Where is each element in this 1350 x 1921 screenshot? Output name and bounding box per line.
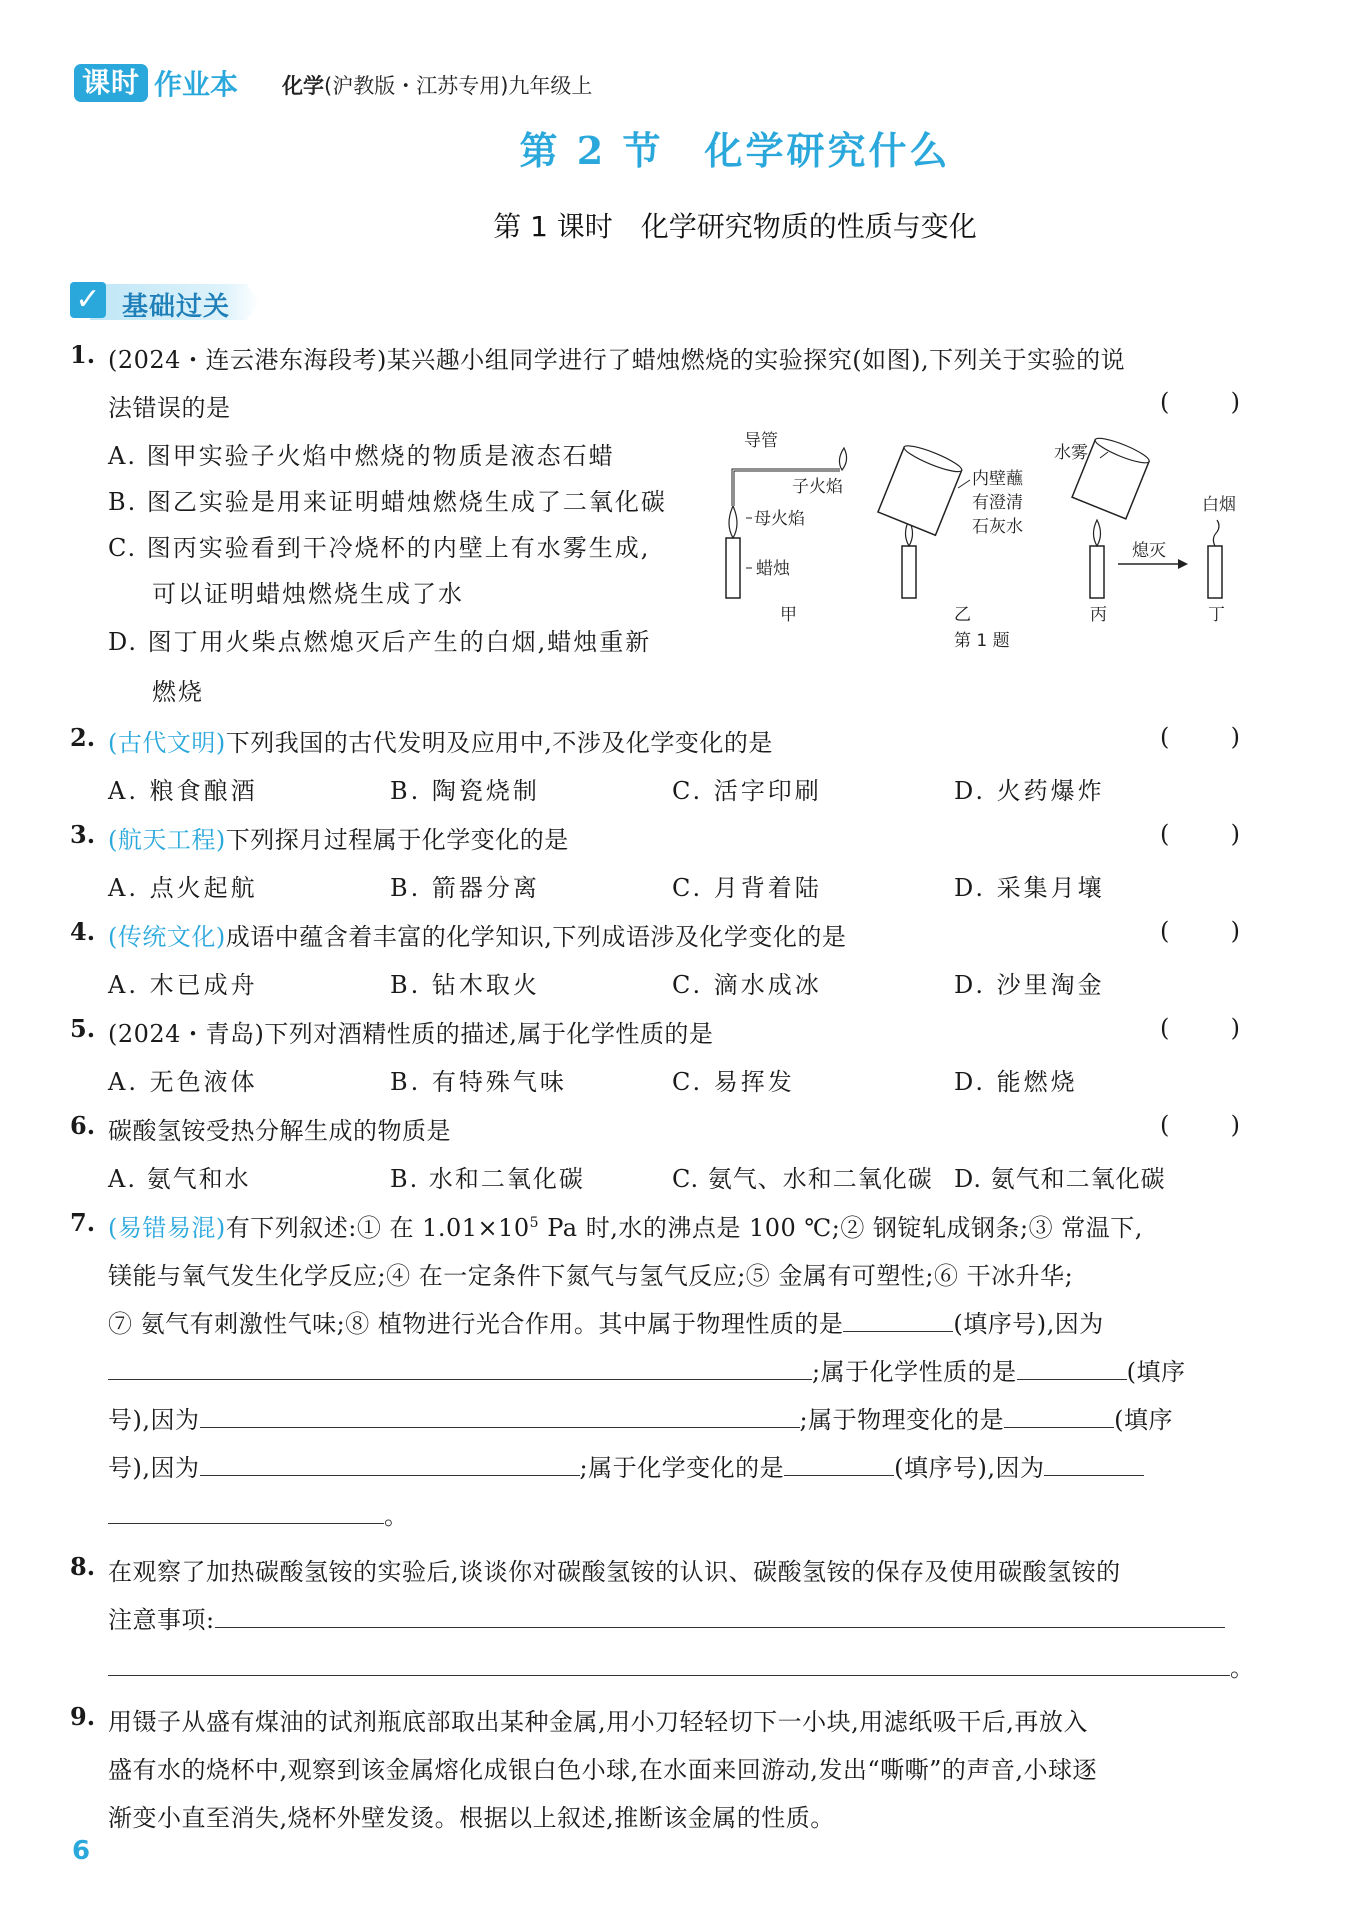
subject-line: [282, 70, 592, 100]
option-c: C. 月背着陆: [672, 874, 822, 902]
figure-svg: [700, 428, 1260, 658]
option-c: C. 图丙实验看到干冷烧杯的内壁上有水雾生成,: [108, 534, 651, 562]
checkbox-icon: ✓: [70, 282, 106, 318]
answer-blank[interactable]: [784, 1449, 894, 1476]
question-text: (2024・连云港东海段考)某兴趣小组同学进行了蜡烛燃烧的实验探究(如图),下列关于实验的说: [108, 346, 1126, 374]
option-a: A. 粮食酿酒: [108, 777, 258, 805]
question-number: 1.: [70, 340, 96, 369]
answer-blank[interactable]: [1017, 1353, 1127, 1380]
figure-ding: [1202, 495, 1236, 625]
question-text: ⑦ 氨气有刺激性气味;⑧ 植物进行光合作用。其中属于物理性质的是 (填序号),因为: [108, 1304, 1104, 1339]
question-text: 镁能与氧气发生化学反应;④ 在一定条件下氮气与氢气反应;⑤ 金属有可塑性;⑥ 干冰升华;: [108, 1262, 1074, 1290]
question-tag: (航天工程): [108, 826, 226, 854]
option-d: D. 火药爆炸: [954, 777, 1105, 805]
subject-edition: (沪教版・江苏专用)九年级上: [324, 74, 593, 98]
answer-paren[interactable]: ( ): [1160, 388, 1240, 416]
answer-blank[interactable]: [108, 1497, 384, 1524]
lesson-title: 第 1 课时 化学研究物质的性质与变化: [493, 210, 977, 243]
label-baiyan: 白烟: [1202, 495, 1236, 515]
option-d: D. 氨气和二氧化碳: [954, 1165, 1166, 1193]
answer-paren[interactable]: ( ): [1160, 917, 1240, 945]
figure-jia: [726, 431, 847, 625]
question-number: 9.: [70, 1702, 96, 1731]
candle-experiment-figure: [700, 428, 1260, 658]
option-a: A. 无色液体: [108, 1068, 258, 1096]
answer-paren[interactable]: ( ): [1160, 1111, 1240, 1139]
option-d-cont: 燃烧: [152, 678, 204, 706]
page-number: 6: [72, 1836, 91, 1866]
option-c: C. 活字印刷: [672, 777, 822, 805]
label-ding: 丁: [1208, 605, 1225, 625]
option-b: B. 陶瓷烧制: [390, 777, 540, 805]
question-tag: (古代文明): [108, 729, 226, 757]
label-jia: 甲: [780, 605, 797, 625]
brand-box: 课时: [74, 64, 148, 102]
question-number: 3.: [70, 820, 96, 849]
option-d: D. 沙里淘金: [954, 971, 1105, 999]
answer-paren[interactable]: ( ): [1160, 723, 1240, 751]
option-b: B. 钻木取火: [390, 971, 540, 999]
question-text: ;属于化学性质的是 (填序: [108, 1352, 1185, 1387]
answer-blank[interactable]: [1044, 1449, 1144, 1476]
answer-blank[interactable]: [108, 1649, 1230, 1676]
question-number: 5.: [70, 1014, 96, 1043]
label-zihuoyan: 子火焰: [792, 477, 843, 497]
question-text: (传统文化)成语中蕴含着丰富的化学知识,下列成语涉及化学变化的是: [108, 923, 847, 951]
option-a: A. 点火起航: [108, 874, 258, 902]
question-text: 号),因为 ;属于物理变化的是 (填序: [108, 1400, 1173, 1435]
answer-blank[interactable]: [200, 1449, 580, 1476]
answer-blank[interactable]: [215, 1601, 1225, 1628]
question-number: 8.: [70, 1552, 96, 1581]
question-text: (古代文明)下列我国的古代发明及应用中,不涉及化学变化的是: [108, 729, 773, 757]
question-text: (2024・青岛)下列对酒精性质的描述,属于化学性质的是: [108, 1020, 714, 1048]
label-yi: 乙: [954, 605, 971, 625]
answer-blank[interactable]: [843, 1305, 953, 1332]
question-text: 。: [108, 1496, 409, 1531]
answer-paren[interactable]: ( ): [1160, 1014, 1240, 1042]
question-text: 用镊子从盛有煤油的试剂瓶底部取出某种金属,用小刀轻轻切下一小块,用滤纸吸干后,再放入: [108, 1708, 1088, 1736]
option-b: B. 箭器分离: [390, 874, 540, 902]
section-banner: [70, 280, 260, 324]
question-text: 号),因为 ;属于化学变化的是 (填序号),因为: [108, 1448, 1144, 1483]
question-number: 7.: [70, 1208, 96, 1237]
question-text: 在观察了加热碳酸氢铵的实验后,谈谈你对碳酸氢铵的认识、碳酸氢铵的保存及使用碳酸氢铵的: [108, 1558, 1121, 1586]
label-muhuoyan: 母火焰: [754, 509, 805, 529]
question-number: 6.: [70, 1111, 96, 1140]
option-c: C. 易挥发: [672, 1068, 795, 1096]
brand-logo: [74, 64, 238, 102]
option-b: B. 水和二氧化碳: [390, 1165, 585, 1193]
label-bing: 丙: [1090, 605, 1107, 625]
figure-bing: [1054, 434, 1188, 625]
option-c-cont: 可以证明蜡烛燃烧生成了水: [152, 580, 464, 608]
question-text: 。: [108, 1648, 1255, 1683]
figure-yi: [878, 442, 1024, 625]
option-c: C. 氨气、水和二氧化碳: [672, 1165, 933, 1193]
answer-blank[interactable]: [200, 1401, 800, 1428]
option-a: A. 氨气和水: [108, 1165, 251, 1193]
option-d: D. 采集月壤: [954, 874, 1105, 902]
question-tag: (传统文化): [108, 923, 226, 951]
option-b: B. 图乙实验是用来证明蜡烛燃烧生成了二氧化碳: [108, 488, 667, 516]
answer-blank[interactable]: [108, 1353, 812, 1380]
label-ximie: 熄灭: [1132, 541, 1166, 561]
label-neibi-3: 石灰水: [972, 517, 1023, 537]
label-shuiwu: 水雾: [1054, 443, 1088, 463]
question-text: (航天工程)下列探月过程属于化学变化的是: [108, 826, 569, 854]
label-lazhu: 蜡烛: [756, 559, 790, 579]
option-d: D. 能燃烧: [954, 1068, 1078, 1096]
option-d: D. 图丁用火柴点燃熄灭后产生的白烟,蜡烛重新: [108, 628, 652, 656]
question-text: (易错易混)有下列叙述:① 在 $1.01\times 10^5$ Pa 时,水的沸点是 100 ℃;② 钢锭轧成钢条;③ 常温下,: [108, 1214, 1143, 1242]
figure-caption: 第 1 题: [954, 631, 1010, 651]
label-daoguan: 导管: [744, 431, 778, 451]
option-a: A. 木已成舟: [108, 971, 258, 999]
subject-name: 化学: [282, 74, 324, 98]
question-text: 碳酸氢铵受热分解生成的物质是: [108, 1117, 451, 1145]
answer-blank[interactable]: [1004, 1401, 1114, 1428]
label-neibi-2: 有澄清: [972, 493, 1023, 513]
brand-name: 作业本: [154, 68, 239, 101]
option-c: C. 滴水成冰: [672, 971, 822, 999]
question-number: 2.: [70, 723, 96, 752]
question-number: 4.: [70, 917, 96, 946]
section-title: 第 2 节 化学研究什么: [519, 128, 951, 173]
question-text: 法错误的是: [108, 394, 231, 422]
question-text: 盛有水的烧杯中,观察到该金属熔化成银白色小球,在水面来回游动,发出“嘶嘶”的声音,小球逐: [108, 1756, 1098, 1784]
banner-text: 基础过关: [122, 292, 231, 322]
question-tag: (易错易混): [108, 1214, 226, 1242]
answer-paren[interactable]: ( ): [1160, 820, 1240, 848]
label-neibi-1: 内壁蘸: [972, 469, 1023, 489]
question-text: 渐变小直至消失,烧杯外壁发烫。根据以上叙述,推断该金属的性质。: [108, 1804, 835, 1832]
question-text: 注意事项:: [108, 1600, 1225, 1635]
option-b: B. 有特殊气味: [390, 1068, 567, 1096]
option-a: A. 图甲实验子火焰中燃烧的物质是液态石蜡: [108, 442, 615, 470]
